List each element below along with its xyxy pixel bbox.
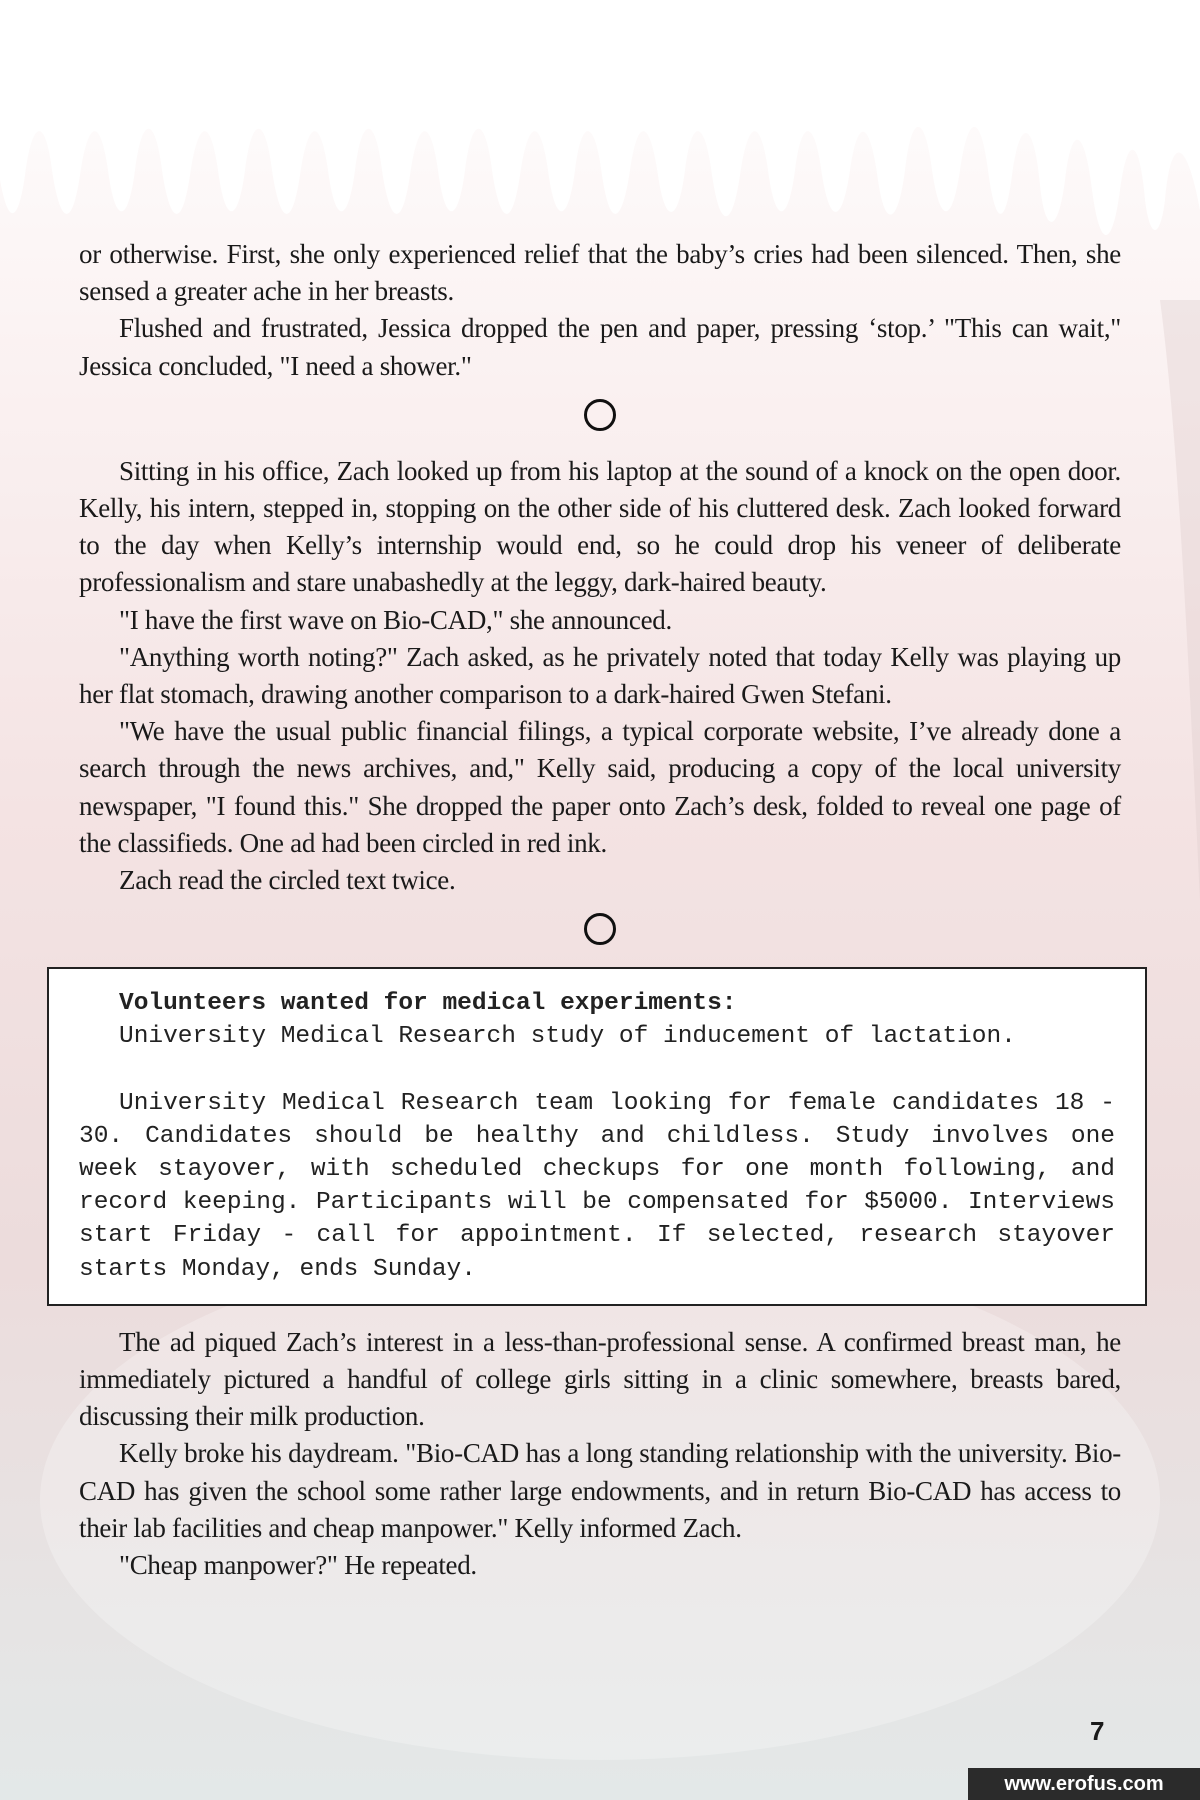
scene-break-circle: [584, 399, 616, 431]
paragraph: or otherwise. First, she only experienced relief that the baby’s cries had been silenced. Then, she sensed a greater ache in her breasts.: [79, 239, 1121, 307]
paragraph: The ad piqued Zach’s interest in a less-than-professional sense. A confirmed breast man, he immediately pictured a handful of college girls sitting in a clinic somewhere, breasts bared, discussing their milk production.: [79, 1326, 1121, 1432]
paragraph: "Cheap manpower?" He repeated.: [119, 1550, 477, 1581]
classified-ad-box: [47, 967, 1147, 1306]
paragraph: Flushed and frustrated, Jessica dropped the pen and paper, pressing ‘stop.’ "This can wait," Jessica concluded, "I need a shower.": [79, 313, 1121, 381]
paragraph: "We have the usual public financial filings, a typical corporate website, I’ve already done a search through the news archives, and," Kelly said, producing a copy of the local university newspaper, "I found this." She dropped the paper onto Zach’s desk, folded to reveal one page of the classifieds. One ad had been circled in red ink.: [79, 716, 1121, 858]
ad-body: University Medical Research team looking for female candidates 18 - 30. Candidates should be healthy and childless. Study involves one week stayover, with scheduled checkups for one month following, and record keeping. Participants will be compensated for $5000. Interviews start Friday - call for appointment. If selected, research stayover starts Monday, ends Sunday.: [79, 1089, 1115, 1283]
page-body: [79, 236, 1121, 1584]
scene-break-circle: [584, 913, 616, 945]
page-number: 7: [1090, 1716, 1105, 1746]
paragraph: Sitting in his office, Zach looked up from his laptop at the sound of a knock on the open door. Kelly, his intern, stepped in, stopping on the other side of his cluttered desk. Zach looked forward to the day when Kelly’s internship would end, so he could drop his veneer of deliberate professionalism and stare unabashedly at the leggy, dark-haired beauty.: [79, 455, 1121, 598]
paragraph: "Anything worth noting?" Zach asked, as he privately noted that today Kelly was playing up her flat stomach, drawing another comparison to a dark-haired Gwen Stefani.: [79, 641, 1121, 710]
drip-border: [0, 0, 1200, 235]
paragraph: Kelly broke his daydream. "Bio-CAD has a long standing relationship with the university. Bio-CAD has given the school some rather large endowments, and in return Bio-CAD has access to their lab facilities and cheap manpower." Kelly informed Zach.: [79, 1438, 1121, 1543]
ad-subheading: University Medical Research study of inducement of lactation.: [119, 1023, 1016, 1051]
watermark-text: www.erofus.com: [968, 1768, 1200, 1800]
paragraph: Zach read the circled text twice.: [119, 865, 456, 896]
paragraph: "I have the first wave on Bio-CAD," she announced.: [119, 604, 672, 635]
ad-heading: Volunteers wanted for medical experiments:: [119, 990, 737, 1018]
